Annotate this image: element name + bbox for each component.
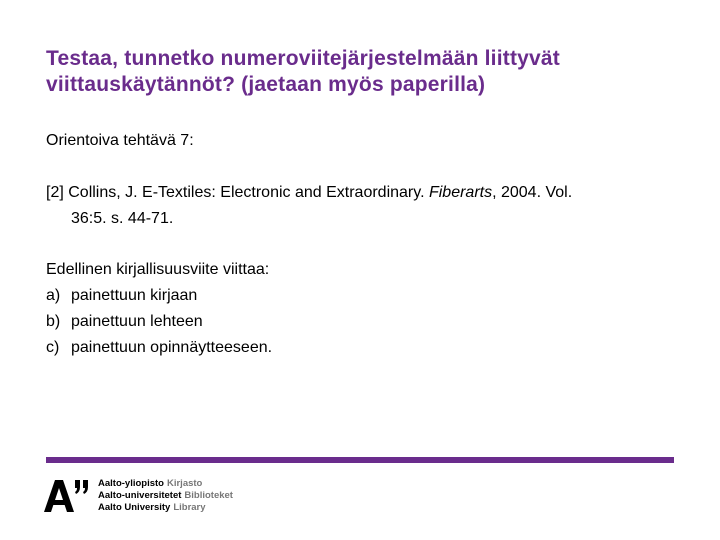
logo-institution: Aalto University: [98, 502, 171, 513]
footer-divider: [46, 457, 674, 463]
slide-title: [46, 46, 686, 98]
reference-suffix: , 2004. Vol.: [492, 184, 573, 201]
logo-row-en: [98, 502, 233, 514]
logo-unit: Library: [173, 502, 206, 513]
option-letter: a): [46, 287, 61, 304]
logo-unit: Kirjasto: [166, 478, 203, 489]
reference-journal: Fiberarts: [428, 184, 493, 201]
question-stem: Edellinen kirjallisuusviite viittaa:: [46, 261, 270, 278]
logo-unit: Biblioteket: [184, 490, 233, 501]
option-letter: c): [46, 339, 60, 356]
option-letter: b): [46, 313, 61, 330]
reference-citation: [46, 180, 572, 232]
question-block: [46, 257, 272, 361]
logo-institution: Aalto-yliopisto: [98, 478, 164, 489]
logo-row-sv: [98, 490, 233, 502]
answer-option-b: [46, 309, 272, 335]
answer-option-c: [46, 335, 272, 361]
slide-title-line-2: viittauskäytännöt? (jaetaan myös paperilla): [46, 73, 486, 96]
option-text: painettuun opinnäytteeseen.: [71, 339, 273, 356]
logo-institution: Aalto-universitetet: [98, 490, 182, 501]
answer-option-a: [46, 283, 272, 309]
option-text: painettuun kirjaan: [71, 287, 198, 304]
logo-row-fi: [98, 478, 233, 490]
aalto-library-logo: [44, 478, 264, 518]
option-text: painettuun lehteen: [71, 313, 203, 330]
slide-title-line-1: Testaa, tunnetko numeroviitejärjestelmään liittyvät: [46, 47, 560, 70]
logo-wordmark: [98, 478, 233, 514]
reference-line-2: 36:5. s. 44-71.: [71, 210, 174, 227]
task-prompt: Orientoiva tehtävä 7:: [46, 132, 194, 149]
aalto-logo-mark-icon: [44, 478, 92, 514]
reference-prefix: [2] Collins, J. E-Textiles: Electronic and Extraordinary.: [46, 184, 429, 201]
